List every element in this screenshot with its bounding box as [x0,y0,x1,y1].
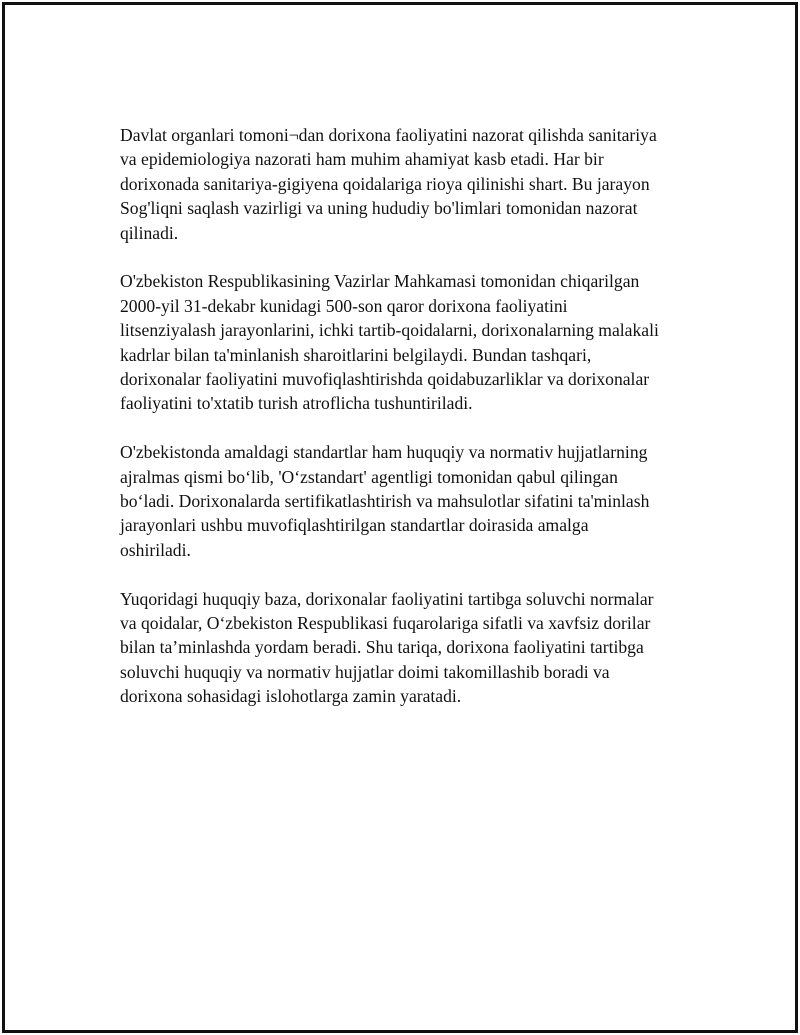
text-line: oshiriladi. [120,539,191,560]
text-line: Sog'liqni saqlash vazirligi va uning hududiy bo'limlari tomonidan nazorat [120,198,638,219]
text-line: dorixonalar faoliyatini muvofiqlashtirishda qoidabuzarliklar va dorixonalar [120,369,650,390]
text-line: jarayonlari ushbu muvofiqlashtirilgan standartlar doirasida amalga [120,515,589,536]
text-line: va epidemiologiya nazorati ham muhim ahamiyat kasb etadi. Har bir [120,149,604,170]
page-frame [2,2,798,1033]
text-line: Yuqoridagi huquqiy baza, dorixonalar faoliyatini tartibga soluvchi normalar [120,588,654,609]
text-line: soluvchi huquqiy va normativ hujjatlar doimi takomillashib boradi va [120,661,610,682]
paragraph-1 [120,123,700,245]
text-line: Davlat organlari tomoni¬dan dorixona faoliyatini nazorat qilishda sanitariya [120,125,657,145]
text-line: bo‘ladi. Dorixonalarda sertifikatlashtirish va mahsulotlar sifatini ta'minlash [120,491,650,512]
text-line: dorixonada sanitariya-gigiyena qoidalariga rioya qilinishi shart. Bu jarayon [120,173,650,194]
paragraph-2 [120,269,700,415]
text-line: kadrlar bilan ta'minlanish sharoitlarini belgilaydi. Bundan tashqari, [120,344,592,365]
text-line: O'zbekistonda amaldagi standartlar ham huquqiy va normativ hujjatlarning [120,442,648,463]
text-line: qilinadi. [120,222,179,243]
paragraph-3 [120,440,700,562]
document-body [120,123,700,733]
paragraph-4 [120,587,700,709]
text-line: litsenziyalash jarayonlarini, ichki tartib-qoidalarni, dorixonalarning malakali [120,320,659,341]
text-line: 2000-yil 31-dekabr kunidagi 500-son qaror dorixona faoliyatini [120,295,568,316]
text-line: ajralmas qismi bo‘lib, 'O‘zstandart' agentligi tomonidan qabul qilingan [120,466,618,487]
text-line: va qoidalar, O‘zbekiston Respublikasi fuqarolariga sifatli va xavfsiz dorilar [120,613,651,634]
text-line: dorixona sohasidagi islohotlarga zamin yaratadi. [120,686,462,707]
text-line: faoliyatini to'xtatib turish atroflicha tushuntiriladi. [120,393,473,414]
text-line: bilan ta’minlashda yordam beradi. Shu tariqa, dorixona faoliyatini tartibga [120,637,644,658]
text-line: O'zbekiston Respublikasining Vazirlar Mahkamasi tomonidan chiqarilgan [120,271,640,292]
